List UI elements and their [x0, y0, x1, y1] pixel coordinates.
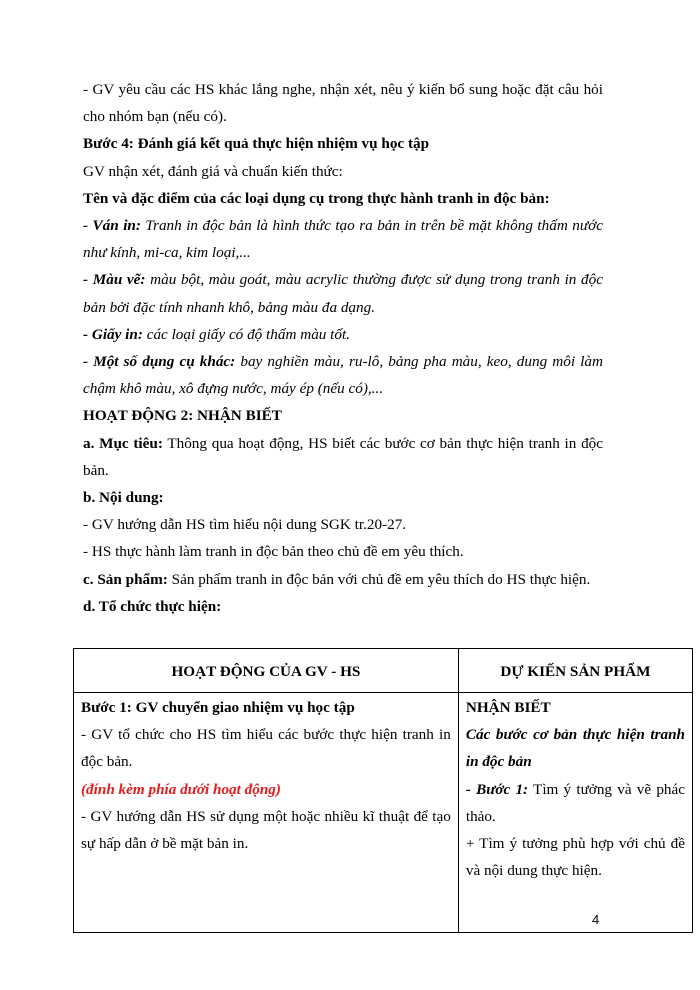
tool-item-paper: [83, 321, 603, 348]
table-header-row: [74, 649, 693, 693]
section-a-label: a. Mục tiêu:: [83, 434, 163, 452]
document-body: [83, 76, 603, 620]
product-title: NHẬN BIẾT: [465, 699, 551, 716]
section-a: [83, 430, 603, 484]
section-c: [83, 566, 603, 593]
left-line: - GV hướng dẫn HS sử dụng một hoặc nhiều kĩ thuật để tạo sự hấp dẫn ở bề mặt bản in.: [81, 807, 451, 853]
section-b-item: - GV hướng dẫn HS tìm hiểu nội dung SGK tr.20-27.: [83, 516, 407, 534]
product-tip: + Tìm ý tưởng phù hợp với chủ đề và nội dung thực hiện.: [465, 835, 685, 880]
tool-item-other: [83, 348, 603, 402]
header-expected-product: DỰ KIẾN SẢN PHẨM: [458, 649, 692, 693]
section-b-item: - HS thực hành làm tranh in độc bản theo chủ đề em yêu thích.: [83, 543, 464, 561]
paragraph-comment: - GV yêu cầu các HS khác lắng nghe, nhận xét, nêu ý kiến bổ sung hoặc đặt câu hỏi cho nhóm bạn (nếu có).: [83, 81, 603, 126]
product-cell: [458, 693, 692, 933]
activity-table: [73, 648, 693, 933]
attached-note: (đính kèm phía dưới hoạt động): [81, 780, 281, 798]
tool-label: - Ván in:: [83, 217, 141, 235]
activity-heading: HOẠT ĐỘNG 2: NHẬN BIẾT: [83, 407, 282, 425]
paragraph-evaluation: GV nhận xét, đánh giá và chuẩn kiến thức:: [83, 162, 343, 180]
section-c-label: c. Sản phẩm:: [83, 570, 168, 588]
section-d-label: d. Tổ chức thực hiện:: [83, 597, 222, 615]
product-step: [466, 776, 685, 830]
header-teacher-student: HOẠT ĐỘNG CỦA GV - HS: [74, 649, 459, 693]
table-row: [74, 693, 693, 933]
tool-label: - Màu vẽ:: [83, 271, 146, 289]
tool-item-board: [83, 212, 603, 266]
teacher-student-cell: [74, 693, 459, 933]
product-step-text: Tìm ý tưởng và vẽ phác thảo.: [465, 780, 685, 825]
tool-text: Tranh in độc bản là hình thức tạo ra bản in trên bề mặt không thấm nước như kính, mi-ca, kim loại,...: [83, 217, 604, 262]
section-b-label: b. Nội dung:: [83, 489, 164, 507]
left-line: - GV tổ chức cho HS tìm hiểu các bước thực hiện tranh in độc bản.: [81, 726, 451, 771]
tool-label: - Một số dụng cụ khác:: [83, 353, 236, 371]
tool-label: - Giấy in:: [83, 325, 143, 343]
tools-heading: Tên và đặc điểm của các loại dụng cụ trong thực hành tranh in độc bản:: [83, 189, 550, 207]
tool-text: các loại giấy có độ thấm màu tốt.: [142, 325, 351, 343]
section-a-text: Thông qua hoạt động, HS biết các bước cơ bản thực hiện tranh in độc bản.: [83, 434, 603, 479]
section-c-text: Sản phẩm tranh in độc bản với chủ đề em yêu thích do HS thực hiện.: [167, 570, 591, 588]
tool-text: bay nghiền màu, ru-lô, bảng pha màu, keo, dung môi làm chậm khô màu, xô đựng nước, máy ép (nếu có),...: [83, 353, 603, 398]
product-subtitle: Các bước cơ bản thực hiện tranh in độc bản: [465, 726, 685, 771]
step4-heading: Bước 4: Đánh giá kết quả thực hiện nhiệm vụ học tập: [83, 135, 430, 153]
page-number: 4: [592, 912, 600, 927]
product-step-label: - Bước 1:: [465, 780, 529, 798]
tool-item-paint: [83, 266, 603, 320]
step1-heading: Bước 1: GV chuyển giao nhiệm vụ học tập: [81, 699, 355, 716]
tool-text: màu bột, màu goát, màu acrylic thường được sử dụng trong tranh in độc bản bởi đặc tính nhanh khô, bảng màu đa dạng.: [83, 271, 603, 316]
